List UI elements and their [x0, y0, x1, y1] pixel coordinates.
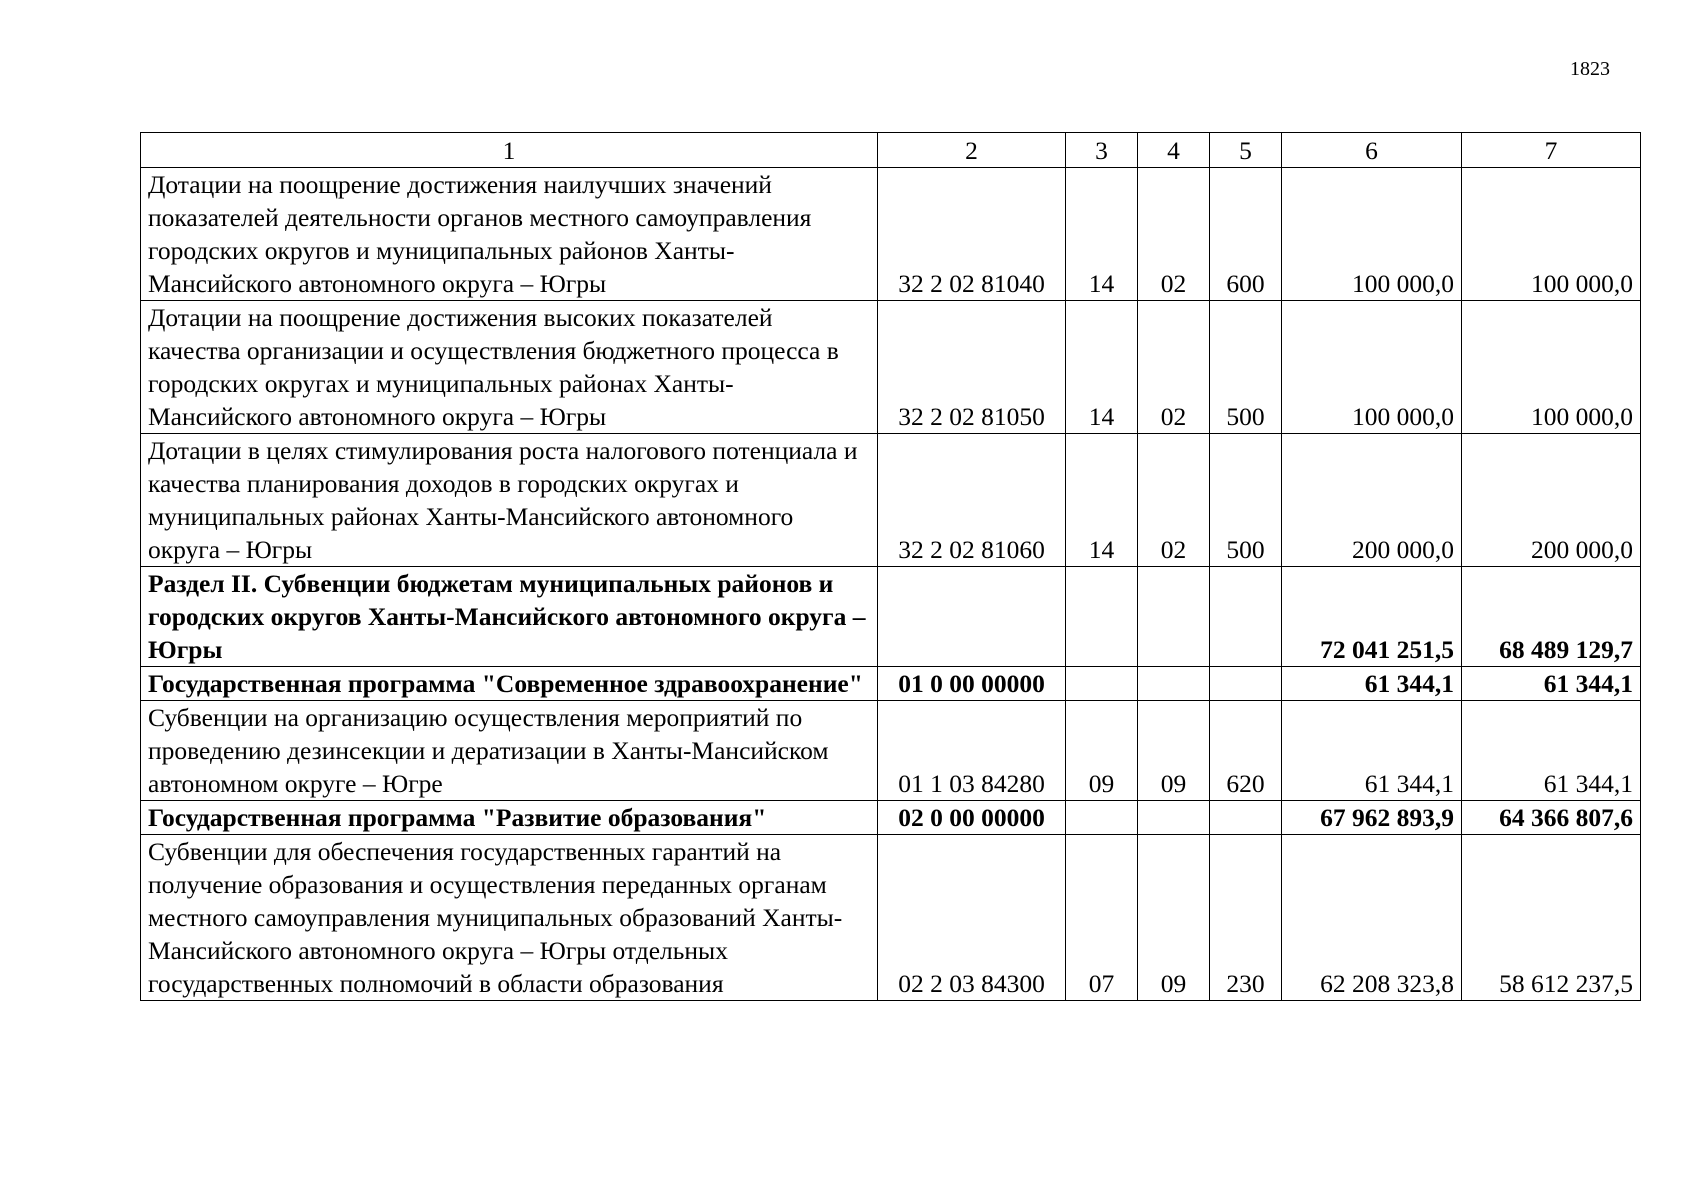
- table-row: [141, 434, 1641, 567]
- row-code-cell: 02 0 00 00000: [878, 801, 1066, 835]
- row-name-cell: Дотации в целях стимулирования роста налогового потенциала и качества планирования доходов в городских округах и муниципальных районах Ханты-Мансийского автономного округа – Югры: [141, 434, 878, 567]
- row-col4-cell: 02: [1138, 434, 1210, 567]
- row-code-cell: [878, 567, 1066, 667]
- row-col4-cell: [1138, 667, 1210, 701]
- program-row: [141, 667, 1641, 701]
- header-row: [141, 133, 1641, 168]
- row-col6-amount: 100 000,0: [1282, 301, 1462, 434]
- row-col3-cell: 14: [1066, 301, 1138, 434]
- column-header-6: 6: [1282, 133, 1462, 168]
- program-row: [141, 801, 1641, 835]
- table-row: [141, 701, 1641, 801]
- row-col4-cell: 09: [1138, 701, 1210, 801]
- row-col7-amount: 61 344,1: [1462, 701, 1641, 801]
- row-col6-amount: 67 962 893,9: [1282, 801, 1462, 835]
- page-number: 1823: [1570, 58, 1610, 80]
- table-row: [141, 835, 1641, 1001]
- row-col3-cell: [1066, 801, 1138, 835]
- row-col7-amount: 100 000,0: [1462, 168, 1641, 301]
- row-col7-amount: 100 000,0: [1462, 301, 1641, 434]
- row-col6-amount: 200 000,0: [1282, 434, 1462, 567]
- row-col6-amount: 100 000,0: [1282, 168, 1462, 301]
- column-header-5: 5: [1210, 133, 1282, 168]
- row-name-cell: Государственная программа "Развитие образования": [141, 801, 878, 835]
- row-col6-amount: 62 208 323,8: [1282, 835, 1462, 1001]
- row-col4-cell: 02: [1138, 168, 1210, 301]
- row-col5-cell: [1210, 801, 1282, 835]
- row-col5-cell: [1210, 567, 1282, 667]
- table-row: [141, 168, 1641, 301]
- row-col3-cell: 07: [1066, 835, 1138, 1001]
- column-header-3: 3: [1066, 133, 1138, 168]
- row-code-cell: 02 2 03 84300: [878, 835, 1066, 1001]
- row-code-cell: 32 2 02 81040: [878, 168, 1066, 301]
- row-col6-amount: 61 344,1: [1282, 667, 1462, 701]
- row-col5-cell: 500: [1210, 434, 1282, 567]
- row-col3-cell: 14: [1066, 434, 1138, 567]
- row-col5-cell: 600: [1210, 168, 1282, 301]
- section-row: [141, 567, 1641, 667]
- row-col5-cell: 230: [1210, 835, 1282, 1001]
- row-col5-cell: 500: [1210, 301, 1282, 434]
- budget-table: [140, 132, 1641, 1001]
- row-name-cell: Государственная программа "Современное здравоохранение": [141, 667, 878, 701]
- row-col6-amount: 61 344,1: [1282, 701, 1462, 801]
- row-name-cell: Дотации на поощрение достижения наилучших значений показателей деятельности органов местного самоуправления городских округов и муниципальных районов Ханты-Мансийского автономного округа – Югры: [141, 168, 878, 301]
- column-header-7: 7: [1462, 133, 1641, 168]
- row-col7-amount: 64 366 807,6: [1462, 801, 1641, 835]
- row-col4-cell: 02: [1138, 301, 1210, 434]
- row-name-cell: Субвенции для обеспечения государственных гарантий на получение образования и осуществления переданных органам местного самоуправления муниципальных образований Ханты-Мансийского автономного округа – Югры отдельных государственных полномочий в области образования: [141, 835, 878, 1001]
- column-header-2: 2: [878, 133, 1066, 168]
- row-col4-cell: [1138, 801, 1210, 835]
- row-col7-amount: 68 489 129,7: [1462, 567, 1641, 667]
- row-col7-amount: 200 000,0: [1462, 434, 1641, 567]
- row-code-cell: 01 0 00 00000: [878, 667, 1066, 701]
- row-name-cell: Раздел II. Субвенции бюджетам муниципальных районов и городских округов Ханты-Мансийского автономного округа – Югры: [141, 567, 878, 667]
- row-code-cell: 01 1 03 84280: [878, 701, 1066, 801]
- table-row: [141, 301, 1641, 434]
- row-col3-cell: [1066, 567, 1138, 667]
- row-col3-cell: 09: [1066, 701, 1138, 801]
- row-col5-cell: 620: [1210, 701, 1282, 801]
- column-header-1: 1: [141, 133, 878, 168]
- row-col4-cell: 09: [1138, 835, 1210, 1001]
- row-code-cell: 32 2 02 81050: [878, 301, 1066, 434]
- row-col7-amount: 61 344,1: [1462, 667, 1641, 701]
- row-col3-cell: 14: [1066, 168, 1138, 301]
- row-col3-cell: [1066, 667, 1138, 701]
- row-name-cell: Дотации на поощрение достижения высоких показателей качества организации и осуществления бюджетного процесса в городских округах и муниципальных районах Ханты-Мансийского автономного округа – Югры: [141, 301, 878, 434]
- row-col4-cell: [1138, 567, 1210, 667]
- row-name-cell: Субвенции на организацию осуществления мероприятий по проведению дезинсекции и дератизации в Ханты-Мансийском автономном округе – Югре: [141, 701, 878, 801]
- row-col7-amount: 58 612 237,5: [1462, 835, 1641, 1001]
- row-col5-cell: [1210, 667, 1282, 701]
- column-header-4: 4: [1138, 133, 1210, 168]
- row-col6-amount: 72 041 251,5: [1282, 567, 1462, 667]
- row-code-cell: 32 2 02 81060: [878, 434, 1066, 567]
